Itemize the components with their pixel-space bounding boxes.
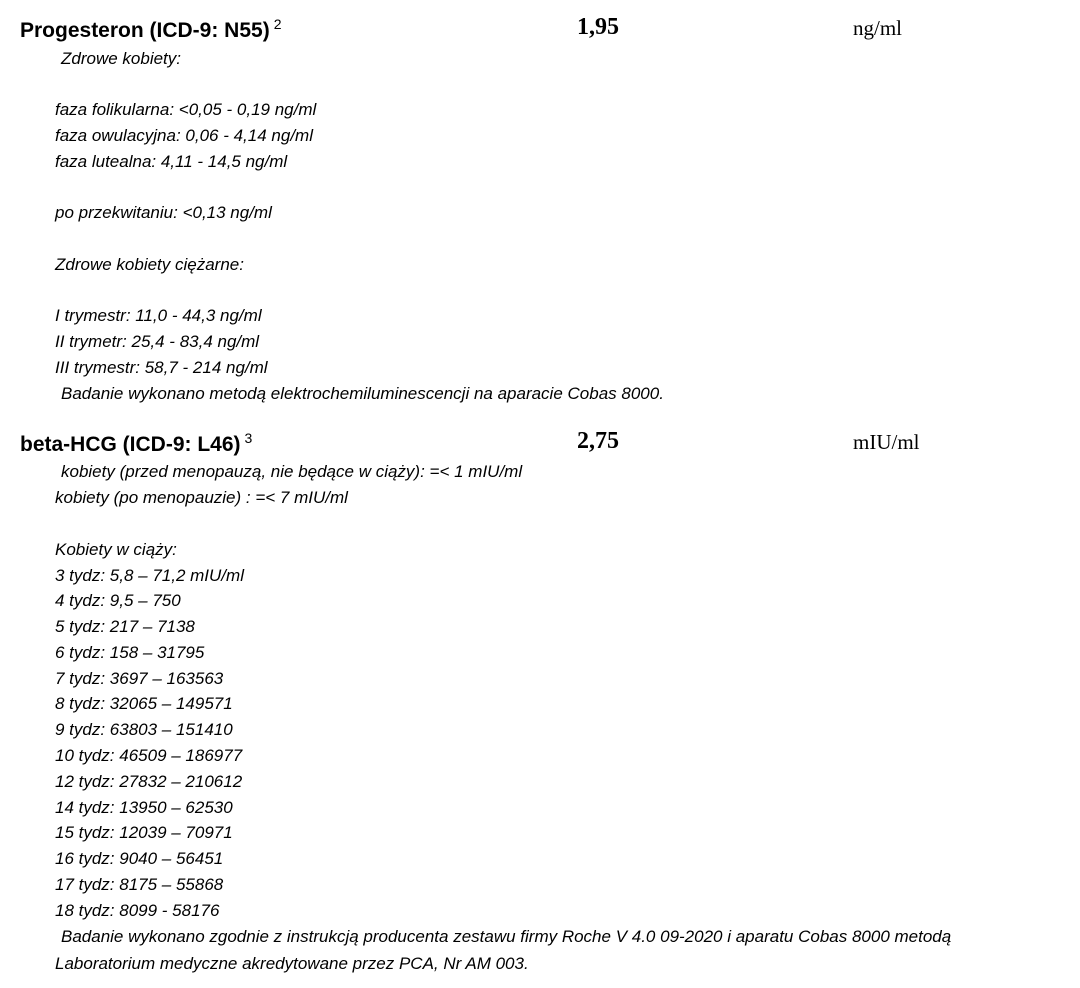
- reference-line: 5 tydz: 217 – 7138: [55, 617, 195, 636]
- reference-line: I trymestr: 11,0 - 44,3 ng/ml: [55, 306, 262, 325]
- reference-line: 12 tydz: 27832 – 210612: [55, 772, 243, 791]
- accreditation-note: Laboratorium medyczne akredytowane przez PCA, Nr AM 003.: [55, 954, 529, 973]
- result-value-beta-hcg: 2,75: [577, 428, 619, 454]
- reference-line: 3 tydz: 5,8 – 71,2 mIU/ml: [55, 566, 244, 585]
- reference-line: 15 tydz: 12039 – 70971: [55, 823, 233, 842]
- reference-line: kobiety (przed menopauzą, nie będące w ciąży): =< 1 mIU/ml: [61, 462, 523, 481]
- reference-line: faza lutealna: 4,11 - 14,5 ng/ml: [55, 152, 288, 171]
- method-note: Badanie wykonano zgodnie z instrukcją producenta zestawu firmy Roche V 4.0 09-2020 i aparatu Cobas 8000 metodą: [61, 927, 952, 946]
- footnote-marker: 3: [244, 430, 253, 446]
- test-name-progesteron: [20, 16, 282, 43]
- test-name-beta-hcg: [20, 430, 252, 457]
- reference-line: 14 tydz: 13950 – 62530: [55, 798, 233, 817]
- reference-line: po przekwitaniu: <0,13 ng/ml: [55, 203, 272, 222]
- reference-line: 18 tydz: 8099 - 58176: [55, 901, 220, 920]
- reference-line: 8 tydz: 32065 – 149571: [55, 694, 233, 713]
- result-value-progesteron: 1,95: [577, 14, 619, 40]
- test-name-text: beta-HCG (ICD-9: L46): [20, 433, 241, 456]
- reference-line: kobiety (po menopauzie) : =< 7 mIU/ml: [55, 488, 348, 507]
- reference-line: II trymetr: 25,4 - 83,4 ng/ml: [55, 332, 260, 351]
- result-unit-progesteron: ng/ml: [853, 16, 903, 40]
- result-unit-beta-hcg: mIU/ml: [853, 430, 920, 454]
- reference-line: faza folikularna: <0,05 - 0,19 ng/ml: [55, 100, 317, 119]
- reference-line: 16 tydz: 9040 – 56451: [55, 849, 224, 868]
- reference-line: faza owulacyjna: 0,06 - 4,14 ng/ml: [55, 126, 313, 145]
- reference-line: 9 tydz: 63803 – 151410: [55, 720, 233, 739]
- reference-line: 7 tydz: 3697 – 163563: [55, 669, 224, 688]
- reference-line: 6 tydz: 158 – 31795: [55, 643, 205, 662]
- reference-line: III trymestr: 58,7 - 214 ng/ml: [55, 358, 268, 377]
- reference-line: Zdrowe kobiety ciężarne:: [55, 255, 244, 274]
- reference-line: Zdrowe kobiety:: [61, 49, 181, 68]
- reference-line: Kobiety w ciąży:: [55, 540, 177, 559]
- method-note: Badanie wykonano metodą elektrochemiluminescencji na aparacie Cobas 8000.: [61, 384, 664, 403]
- test-name-text: Progesteron (ICD-9: N55): [20, 19, 270, 42]
- reference-line: 17 tydz: 8175 – 55868: [55, 875, 224, 894]
- reference-line: 10 tydz: 46509 – 186977: [55, 746, 243, 765]
- footnote-marker: 2: [273, 16, 282, 32]
- reference-line: 4 tydz: 9,5 – 750: [55, 591, 181, 610]
